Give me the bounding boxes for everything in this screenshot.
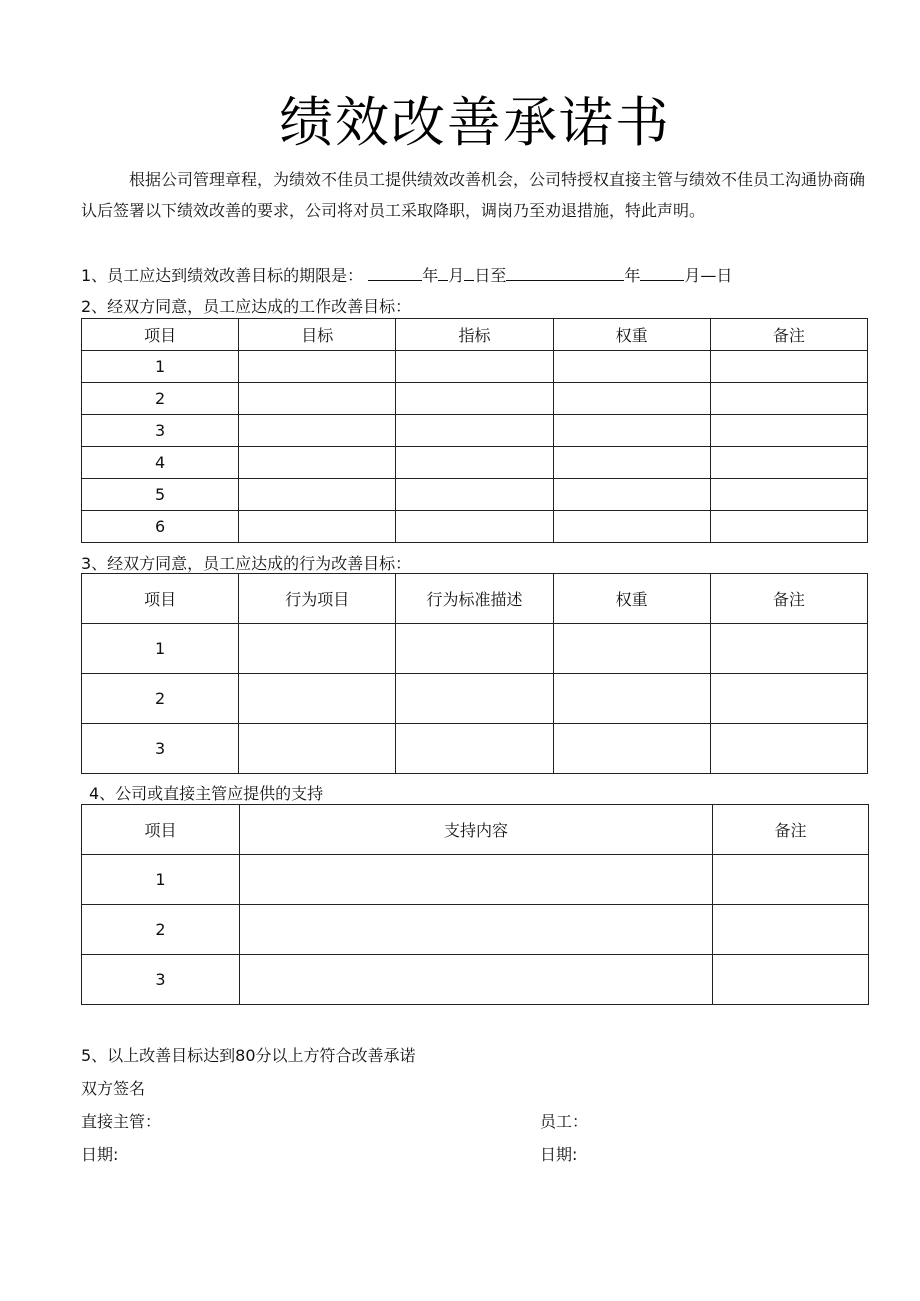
behavior-item-cell[interactable] [239,674,396,724]
row-number: 1 [82,624,239,674]
table-row [82,479,868,511]
row-number: 2 [82,674,239,724]
note-cell[interactable] [713,905,869,955]
note-cell[interactable] [710,624,867,674]
year-text-2: 年 [624,266,641,285]
support-heading: 4、公司或直接主管应提供的支持 [89,784,324,803]
intro-paragraph: 根据公司管理章程，为绩效不佳员工提供绩效改善机会，公司特授权直接主管与绩效不佳员工沟通协商确认后签署以下绩效改善的要求，公司将对员工采取降职，调岗乃至劝退措施，特此声明。 [81,170,866,220]
goal-cell[interactable] [239,479,396,511]
employee-signature-label: 员工： [540,1112,589,1131]
day-blank-1[interactable] [464,266,474,281]
row-number: 4 [82,447,239,479]
row-number: 6 [82,511,239,543]
header-cell: 目标 [239,319,396,351]
work-goals-heading: 2、经双方同意，员工应达成的工作改善目标： [81,297,412,316]
note-cell[interactable] [710,511,867,543]
weight-cell[interactable] [553,383,710,415]
table-row [82,955,869,1005]
row-number: 5 [82,479,239,511]
goal-cell[interactable] [239,415,396,447]
metric-cell[interactable] [396,415,553,447]
signature-heading: 双方签名 [81,1079,146,1098]
year-text-1: 年 [422,266,439,285]
weight-cell[interactable] [553,351,710,383]
table-row [82,511,868,543]
page-title: 绩效改善承诺书 [279,91,671,154]
weight-cell[interactable] [553,724,710,774]
supervisor-date-label: 日期: [81,1145,119,1164]
table-row [82,724,868,774]
header-cell: 备注 [713,805,869,855]
header-cell: 备注 [710,574,867,624]
month-text-1: 月 [448,266,465,285]
weight-cell[interactable] [553,624,710,674]
behavior-item-cell[interactable] [239,624,396,674]
note-cell[interactable] [710,674,867,724]
month-day-text-2: 月—日 [684,266,733,285]
header-cell: 项目 [82,319,239,351]
goal-cell[interactable] [239,511,396,543]
header-cell: 指标 [396,319,553,351]
table-row [82,415,868,447]
behavior-goals-table [81,573,868,774]
table-row [82,855,869,905]
header-cell: 行为项目 [239,574,396,624]
support-content-cell[interactable] [240,955,713,1005]
metric-cell[interactable] [396,383,553,415]
row-number: 1 [82,351,239,383]
year-blank-1[interactable] [368,266,422,281]
table-header-row [82,805,869,855]
note-cell[interactable] [710,383,867,415]
goal-cell[interactable] [239,383,396,415]
weight-cell[interactable] [553,415,710,447]
header-cell: 项目 [82,574,239,624]
table-row [82,383,868,415]
month-blank-1[interactable] [438,266,448,281]
note-cell[interactable] [710,479,867,511]
header-cell: 备注 [710,319,867,351]
header-cell: 权重 [553,319,710,351]
support-table [81,804,869,1005]
support-content-cell[interactable] [240,905,713,955]
row-number: 2 [82,905,240,955]
table-row [82,624,868,674]
behavior-standard-cell[interactable] [396,674,553,724]
metric-cell[interactable] [396,479,553,511]
note-cell[interactable] [710,351,867,383]
table-row [82,351,868,383]
score-requirement: 5、以上改善目标达到80分以上方符合改善承诺 [81,1046,416,1065]
header-cell: 行为标准描述 [396,574,553,624]
deadline-line [81,263,732,286]
employee-date-label: 日期: [540,1145,578,1164]
behavior-standard-cell[interactable] [396,624,553,674]
note-cell[interactable] [710,447,867,479]
header-cell: 权重 [553,574,710,624]
weight-cell[interactable] [553,447,710,479]
header-cell: 项目 [82,805,240,855]
supervisor-signature-label: 直接主管： [81,1112,162,1131]
table-row [82,674,868,724]
header-cell: 支持内容 [240,805,713,855]
metric-cell[interactable] [396,511,553,543]
note-cell[interactable] [710,724,867,774]
table-row [82,905,869,955]
table-header-row [82,574,868,624]
metric-cell[interactable] [396,351,553,383]
table-row [82,447,868,479]
table-header-row [82,319,868,351]
behavior-goals-heading: 3、经双方同意，员工应达成的行为改善目标： [81,554,412,573]
deadline-label: 1、员工应达到绩效改善目标的期限是： [81,266,364,285]
row-number: 3 [82,724,239,774]
note-cell[interactable] [710,415,867,447]
row-number: 2 [82,383,239,415]
month-blank-2[interactable] [640,266,684,281]
weight-cell[interactable] [553,511,710,543]
day-to-text: 日至 [474,266,507,285]
weight-cell[interactable] [553,674,710,724]
note-cell[interactable] [713,855,869,905]
goal-cell[interactable] [239,447,396,479]
behavior-standard-cell[interactable] [396,724,553,774]
metric-cell[interactable] [396,447,553,479]
work-goals-table [81,318,868,543]
note-cell[interactable] [713,955,869,1005]
row-number: 3 [82,415,239,447]
weight-cell[interactable] [553,479,710,511]
behavior-item-cell[interactable] [239,724,396,774]
year-blank-2[interactable] [506,266,624,281]
support-content-cell[interactable] [240,855,713,905]
goal-cell[interactable] [239,351,396,383]
row-number: 3 [82,955,240,1005]
row-number: 1 [82,855,240,905]
